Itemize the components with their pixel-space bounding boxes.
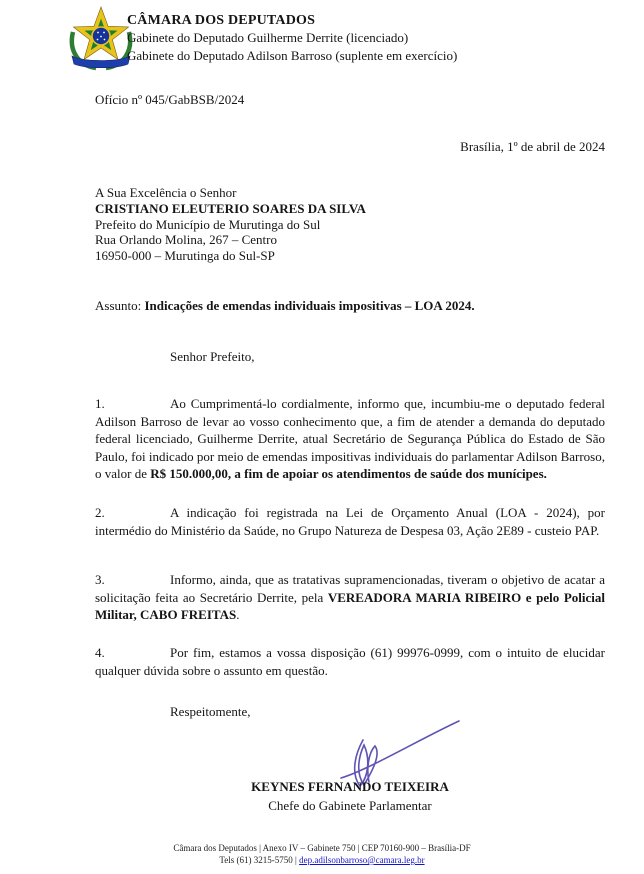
paragraph-text-bold: VEREADORA MARIA RIBEIRO e pelo Policial Militar, CABO FREITAS <box>95 589 606 623</box>
recipient-name: CRISTIANO ELEUTERIO SOARES DA SILVA <box>95 200 366 216</box>
footer-address-line: Câmara dos Deputados | Anexo IV – Gabinete 750 | CEP 70160-900 – Brasília-DF <box>173 843 471 853</box>
paragraph-text: Informo, ainda, que as tratativas supramencionadas, tiveram o objetivo de acatar a solicitação feita ao Secretário Derrite, pela <box>95 572 605 605</box>
footer-phone: Tels (61) 3215-5750 | <box>219 855 300 865</box>
paragraph-text-bold: R$ 150.000,00, a fim de apoiar os atendimentos de saúde dos munícipes. <box>150 466 547 482</box>
signatory-name: KEYNES FERNANDO TEIXEIRA <box>251 779 449 794</box>
paragraph-2 <box>95 504 605 539</box>
paragraph-text: . <box>236 607 240 623</box>
paragraph-text: Por fim, estamos a vossa disposição (61) 99976-0999, com o intuito de elucidar qualquer dúvida sobre o assunto em questão. <box>95 645 605 678</box>
paragraph-number: 1. <box>95 396 105 411</box>
recipient-title: Prefeito do Município de Murutinga do Sul <box>95 216 321 232</box>
subject-text: Indicações de emendas individuais impositivas – LOA 2024. <box>144 298 475 313</box>
paragraph-3 <box>95 571 605 624</box>
greeting: Senhor Prefeito, <box>170 349 255 364</box>
signature-ink-icon <box>333 718 463 788</box>
recipient-salutation: A Sua Excelência o Senhor <box>95 185 237 200</box>
closing: Respeitomente, <box>170 704 251 719</box>
recipient-city: 16950-000 – Murutinga do Sul-SP <box>95 248 275 264</box>
paragraph-4 <box>95 644 605 679</box>
paragraph-number: 4. <box>95 645 105 660</box>
paragraph-number: 2. <box>95 505 105 520</box>
subject-line <box>95 298 605 314</box>
office-line-2: Gabinete do Deputado Adilson Barroso (suplente em exercício) <box>127 47 458 63</box>
recipient-block <box>95 185 366 264</box>
org-name: CÂMARA DOS DEPUTADOS <box>127 13 316 28</box>
coat-of-arms-icon <box>66 4 136 74</box>
dateline: Brasília, 1º de abril de 2024 <box>460 139 605 154</box>
email-link[interactable]: dep.adilsonbarroso@camara.leg.br <box>299 855 425 865</box>
subject-label: Assunto: <box>95 298 145 313</box>
footer <box>14 842 630 866</box>
footer-contact-line <box>14 854 630 866</box>
paragraph-text: A indicação foi registrada na Lei de Orçamento Anual (LOA - 2024), por intermédio do Ministério da Saúde, no Grupo Natureza de Despesa 03, Ação 2E89 - custeio PAP. <box>95 505 605 538</box>
paragraph-1 <box>95 395 605 483</box>
recipient-street: Rua Orlando Molina, 267 – Centro <box>95 232 277 248</box>
paragraph-number: 3. <box>95 572 105 587</box>
office-line-1: Gabinete do Deputado Guilherme Derrite (licenciado) <box>127 30 409 45</box>
reference-number: Ofício nº 045/GabBSB/2024 <box>95 92 245 107</box>
paragraph-text: Ao Cumprimentá-lo cordialmente, informo que, incumbiu-me o deputado federal Adilson Barroso de levar ao vosso conhecimento que, a fim de atender a demanda do deputado federal licenciado, Guilherme Derrite, atual Secretário de Segurança Pública do Estado de São Paulo, foi indicado por meio de emendas impositivas individuais do parlamentar Adilson Barroso, o valor de <box>95 396 605 482</box>
letterhead <box>127 13 457 64</box>
signatory-title: Chefe do Gabinete Parlamentar <box>268 798 432 813</box>
